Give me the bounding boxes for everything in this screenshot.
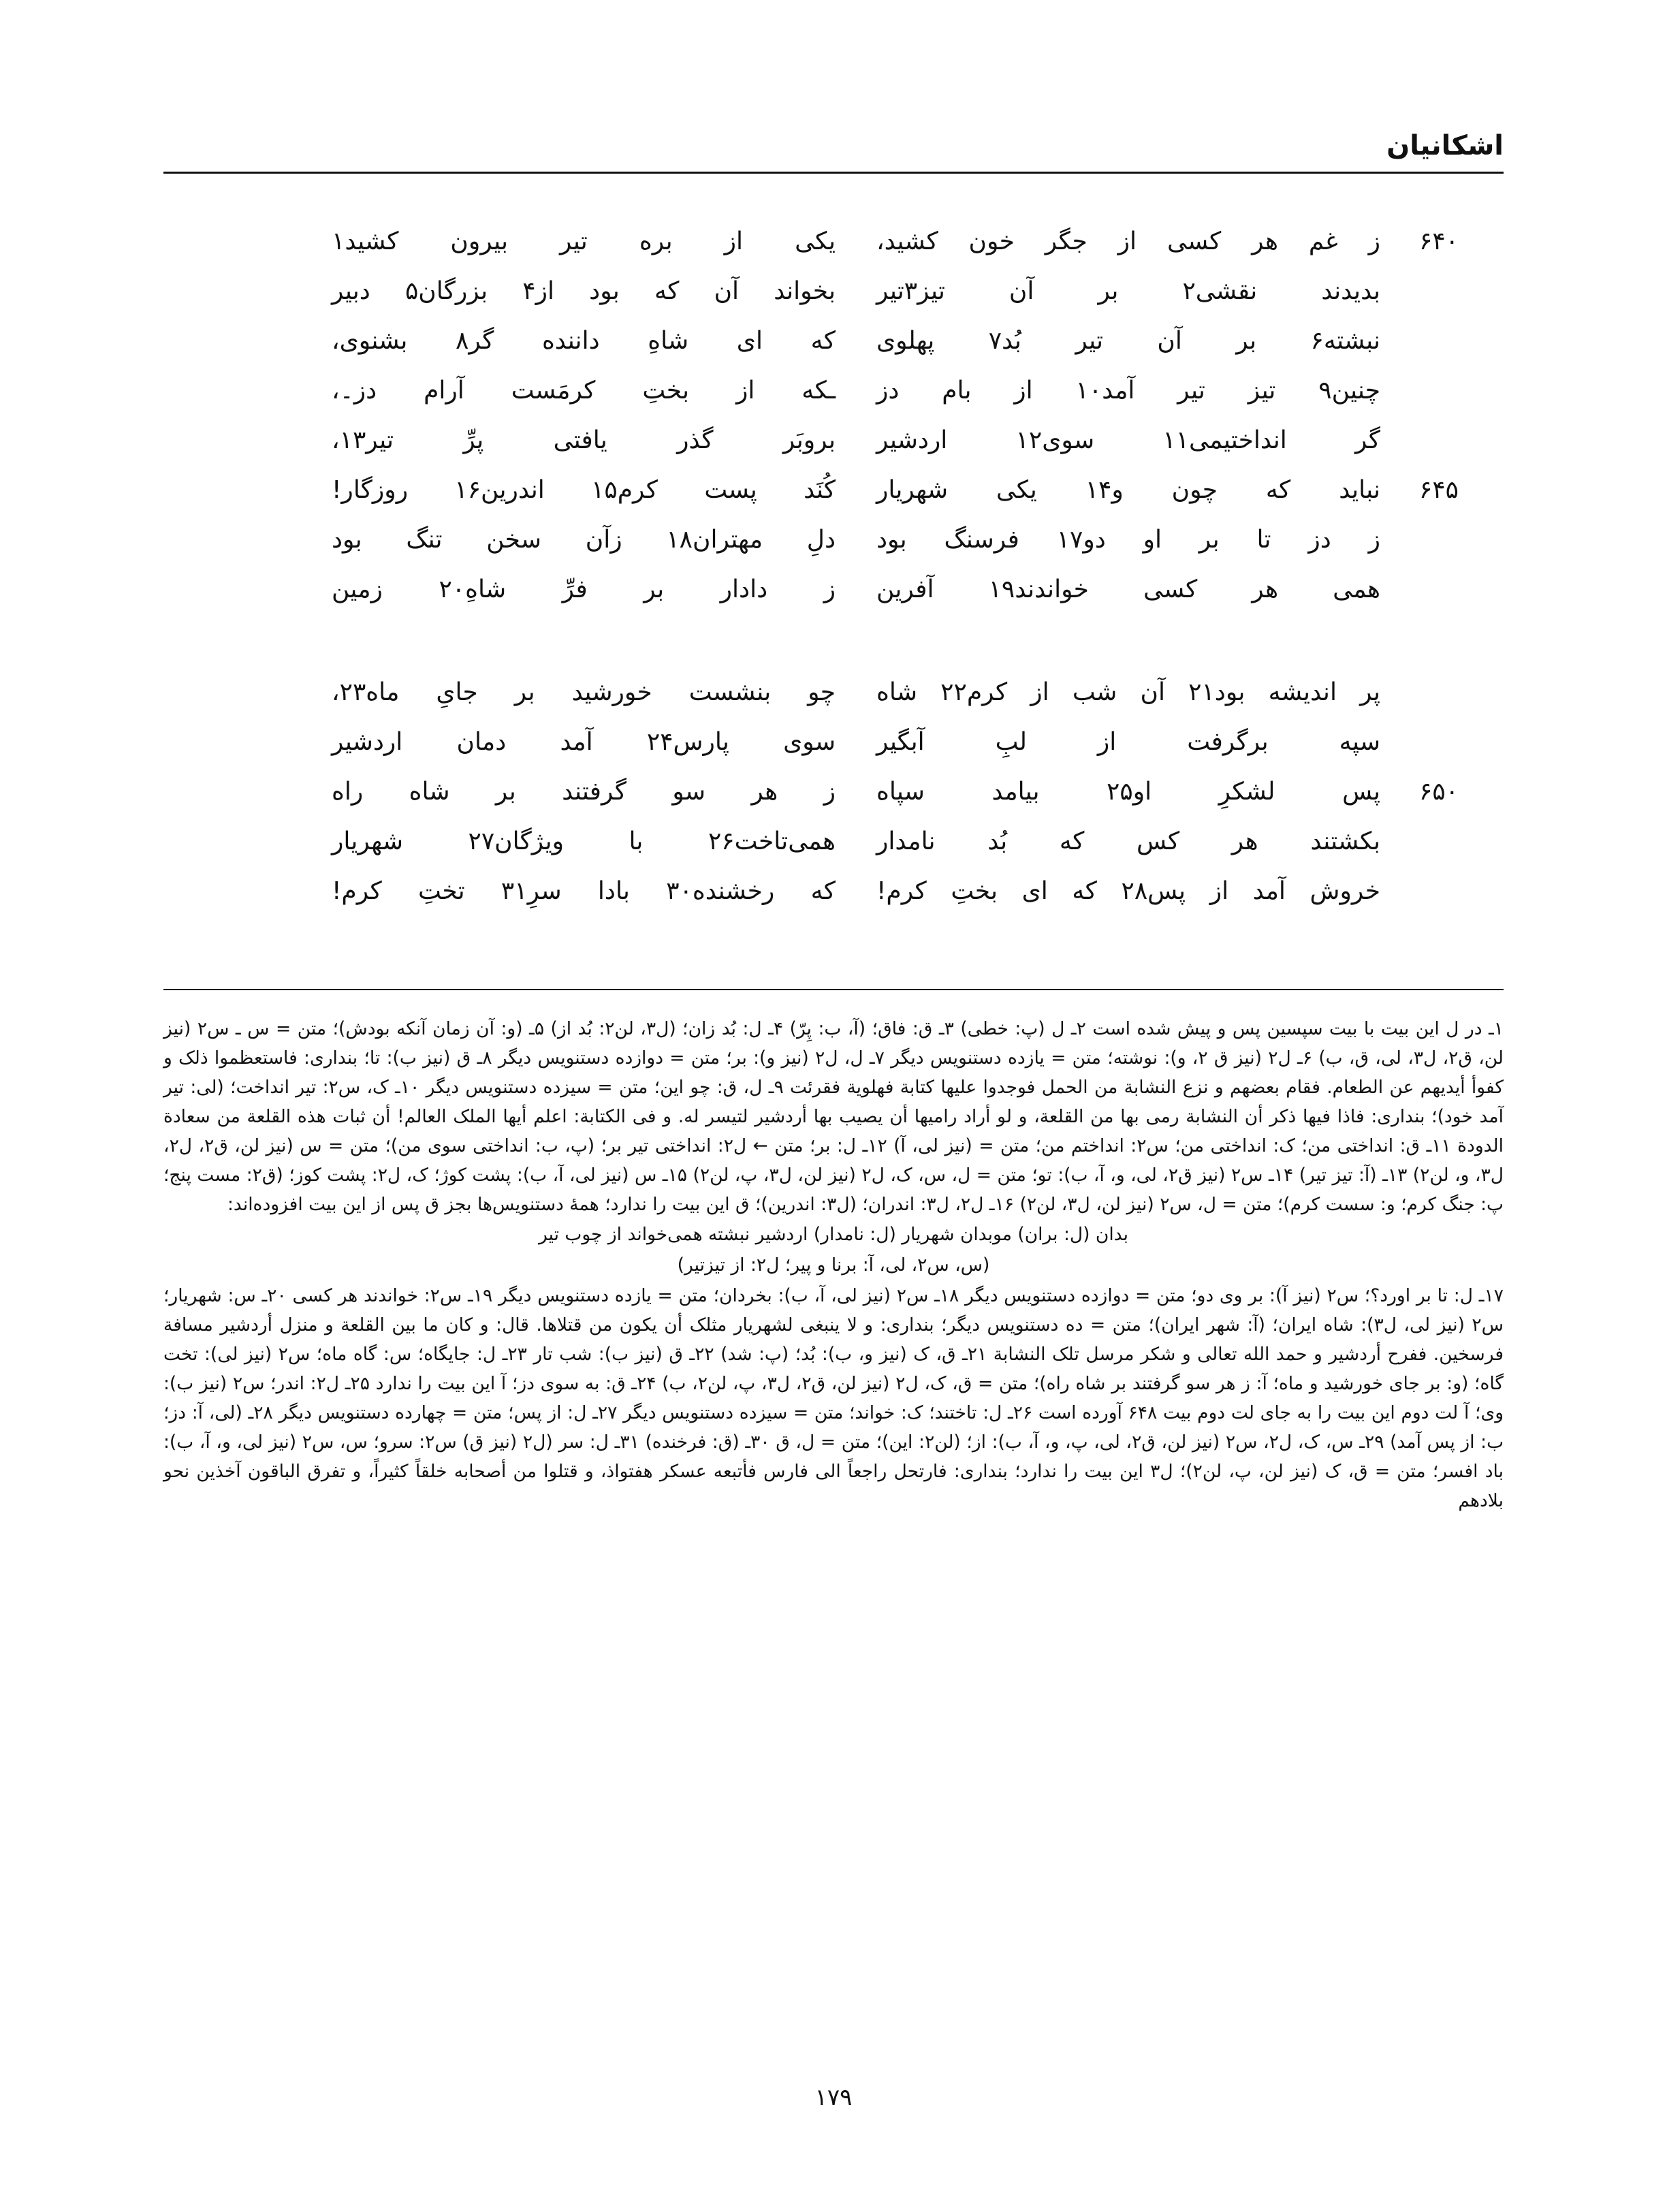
page-header — [163, 129, 1504, 174]
couplet — [204, 473, 1463, 523]
footnotes — [163, 1015, 1504, 1517]
verse-number: ۶۴۵ — [1418, 476, 1459, 504]
notes-divider — [163, 989, 1504, 990]
hemistich-left: ـکه از بختِ کرمَست آرام دز۔، — [332, 377, 836, 405]
footnote-paragraph-2: ۱۷ـ ل: تا بر اورد؟؛ س۲ (نیز آ): بر وی دو؛ متن = دوازده دستنویس دیگر ۱۸ـ س۲ (نیز لی، آ، ب): بخردان؛ متن = یازده دستنویس دیگر ۱۹ـ س۲: خواندند هر کسی ۲۰ـ س: شهریار؛ س۲ (نیز لی، ل۳): شاه ایران؛ (آ: شهر ایران)؛ متن = ده دستنویس دیگر؛ بنداری: و لا ینبغی لشهریار مثلک أن یکون من قتلاها. قال: و کان ما بین القلعة و منزل أردشیر مسافة فرسخین. ففرح أردشیر و حمد الله تعالی و شکر مرسل تلک النشابة ۲۱ـ ق، ک (نیز و، ب): بُد؛ (پ: شد) ۲۲ـ ق (نیز ب): شب تار ۲۳ـ ل: جایگاه؛ س: گاه ماه؛ س۲ (نیز لی): تخت گاه؛ (و: بر جای خورشید و ماه؛ آ: ز هر سو گرفتند بر شاه راه)؛ متن = ق، ک، ل۲ (نیز لن، ق۲، ل۳، پ، لن۲، ب) ۲۴ـ ق: به سوی دز؛ آ این بیت را ندارد ۲۵ـ ل۲: اندر؛ س۲ (نیز ب): وی؛ آ لت دوم این بیت را به جای لت دوم بیت ۶۴۸ آورده است ۲۶ـ ل: تاختند؛ ک: خواند؛ متن = سیزده دستنویس دیگر ۲۷ـ ل: از پس؛ متن = چهارده دستنویس دیگر ۲۸ـ (لی، آ: دز؛ ب: از پس آمد) ۲۹ـ س، ک، ل۲، س۲ (نیز لن، ق۲، لی، پ، و، آ، ب): از؛ (لن۲: این)؛ متن = ل، ق ۳۰ـ (ق: فرخنده) ۳۱ـ ل: سر (ل۲ (نیز ق) س۲: سرو؛ س، س۲ (نیز لی، و، آ، ب): باد افسر؛ متن = ق، ک (نیز لن، پ، لن۲)؛ ل۳ این بیت را ندارد؛ بنداری: فارتحل راجعاً الی فارس فأتبعه عسکر هفتواذ، و قتلوا من أصحابه خلقاً کثیراً، و تفرق الباقون آخذین نحو بلادهم — [163, 1285, 1504, 1511]
verse-block — [204, 225, 1463, 924]
hemistich-left: ز دادار بر فرِّ شاهِ۲۰ زمین — [332, 575, 836, 603]
hemistich-right: ز غم هر کسی از جگر خون کشید، — [876, 227, 1380, 255]
hemistich-left: یکی از بره تیر بیرون کشید۱ — [332, 227, 836, 255]
hemistich-right: گر انداختیمی۱۱ سوی۱۲ اردشیر — [876, 426, 1380, 454]
footnote-paragraph-1: ۱ـ در ل این بیت با بیت سپسین پس و پیش شده است ۲ـ ل (پ: خطی) ۳ـ ق: فاق؛ (آ، ب: پِرّ) ۴ـ ل: بُد زان؛ (ل۳، لن۲: بُد از) ۵ـ (و: آن زمان آنکه بودش)؛ متن = س ـ س۲ (نیز لن، ق۲، ل۳، لی، ق، ب) ۶ـ ل۲ (نیز ق ۲، و): نوشته؛ متن = یازده دستنویس دیگر ۷ـ ل، ل۲ (نیز و): بر؛ متن = دوازده دستنویس دیگر ۸ـ ق (نیز ب): تا؛ بنداری: فاستعظموا ذلک و کفوأ أیدیهم عن الطعام. فقام بعضهم و نزع النشابة من الحمل فوجدوا علیها کتابة فهلویة فقرئت ۹ـ ل، ق: چو این؛ متن = سیزده دستنویس دیگر ۱۰ـ ک، س۲: تیر انداخت؛ (لی: تیر آمد خود)؛ بنداری: فاذا فیها ذکر أن النشابة رمی بها من القلعة، و لو أراد رامیها أن یصیب بها أردشیر لتیسر له. و فی الکتابة: اعلم أیها الملک العالم! أن ثبات هذه القلعة من سعادة الدودة ۱۱ـ ق: انداختی من؛ ک: انداختی من؛ س۲: انداختم من؛ متن = (نیز لی، آ) ۱۲ـ ل: بر؛ متن ← ل۲: انداختی تیر بر؛ (پ، ب: انداختی سوی من)؛ متن = س (نیز لن، ق۲، ل۲، ل۳، و، لن۲) ۱۳ـ (آ: تیز تیر) ۱۴ـ س۲ (نیز ق۲، لی، و، آ، ب): تو؛ متن = ل، س، ک، ل۲ (نیز لن، ل۳، پ، لن۲) ۱۵ـ س (نیز لی، آ، ب): پشت کوژ؛ ک، ل۲: پشت کوز؛ (ق۲: مست پنج؛ پ: جنگ کرم؛ و: سست کرم)؛ متن = ل، س۲ (نیز لن، ل۳، لن۲) ۱۶ـ ل۲، ل۳: اندران؛ (ل۳: اندرین)؛ ق این بیت را ندارد؛ همهٔ دستنویس‌ها بجز ق پس از این بیت افزوده‌اند: — [163, 1018, 1504, 1215]
couplet — [204, 825, 1463, 874]
inserted-couplet-line-2: (س، س۲، لی، آ: برنا و پیر؛ ل۲: از تیزتیر) — [677, 1254, 990, 1276]
hemistich-right: سپه برگرفت از لبِ آبگیر — [876, 728, 1380, 756]
hemistich-right: بکشتند هر کس که بُد نامدار — [876, 827, 1380, 855]
hemistich-left: بخواند آن که بود از۴ بزرگان۵ دبیر — [332, 277, 836, 305]
hemistich-left: دلِ مهتران۱۸ زآن سخن تنگ بود — [332, 526, 836, 554]
hemistich-right: چنین۹ تیز تیر آمد۱۰ از بام دز — [876, 377, 1380, 405]
couplet — [204, 274, 1463, 324]
couplet — [204, 374, 1463, 424]
hemistich-left: کُنَد پست کرم۱۵ اندرین۱۶ روزگار! — [332, 476, 836, 504]
header-divider — [163, 172, 1504, 174]
hemistich-left: سوی پارس۲۴ آمد دمان اردشیر — [332, 728, 836, 756]
page-number: ۱۷۹ — [814, 2084, 853, 2111]
hemistich-left: همی‌تاخت۲۶ با ویژگان۲۷ شهریار — [332, 827, 836, 855]
couplet — [204, 324, 1463, 374]
hemistich-right: پر اندیشه بود۲۱ آن شب از کرم۲۲ شاه — [876, 678, 1380, 706]
inserted-couplet-line-1: بدان (ل: بران) موبدان شهریار (ل: نامدار) اردشیر نبشته همی‌خواند از چوب تیر — [539, 1224, 1128, 1246]
couplet — [204, 725, 1463, 775]
hemistich-right: خروش آمد از پس۲۸ که ای بختِ کرم! — [876, 877, 1380, 905]
couplet — [204, 523, 1463, 573]
couplet — [204, 874, 1463, 924]
hemistich-left: که رخشنده۳۰ بادا سرِ۳۱ تختِ کرم! — [332, 877, 836, 905]
verse-group-1 — [204, 225, 1463, 622]
verse-number: ۶۵۰ — [1418, 778, 1459, 806]
couplet — [204, 424, 1463, 473]
hemistich-right: ز دز تا بر او دو۱۷ فرسنگ بود — [876, 526, 1380, 554]
couplet — [204, 225, 1463, 274]
hemistich-left: ز هر سو گرفتند بر شاه راه — [332, 778, 836, 806]
hemistich-left: چو بنشست خورشید بر جایِ ماه۲۳، — [332, 678, 836, 706]
hemistich-left: که ای شاهِ داننده گر۸ بشنوی، — [332, 327, 836, 355]
couplet — [204, 775, 1463, 825]
verse-section-gap — [204, 622, 1463, 676]
hemistich-right: همی هر کسی خواندند۱۹ آفرین — [876, 575, 1380, 603]
verse-number: ۶۴۰ — [1418, 227, 1459, 255]
hemistich-right: نباید که چون و۱۴ یکی شهریار — [876, 476, 1380, 504]
verse-group-2 — [204, 676, 1463, 924]
hemistich-left: بروبَر گذر یافتی پرِّ تیر۱۳، — [332, 426, 836, 454]
chapter-title: اشکانیان — [1386, 130, 1504, 161]
couplet — [204, 573, 1463, 622]
hemistich-right: بدیدند نقشی۲ بر آن تیز۳تیر — [876, 277, 1380, 305]
couplet — [204, 676, 1463, 725]
hemistich-right: نبشته۶ بر آن تیر بُد۷ پهلوی — [876, 327, 1381, 355]
hemistich-right: پس لشکرِ او۲۵ بیامد سپاه — [876, 778, 1380, 806]
